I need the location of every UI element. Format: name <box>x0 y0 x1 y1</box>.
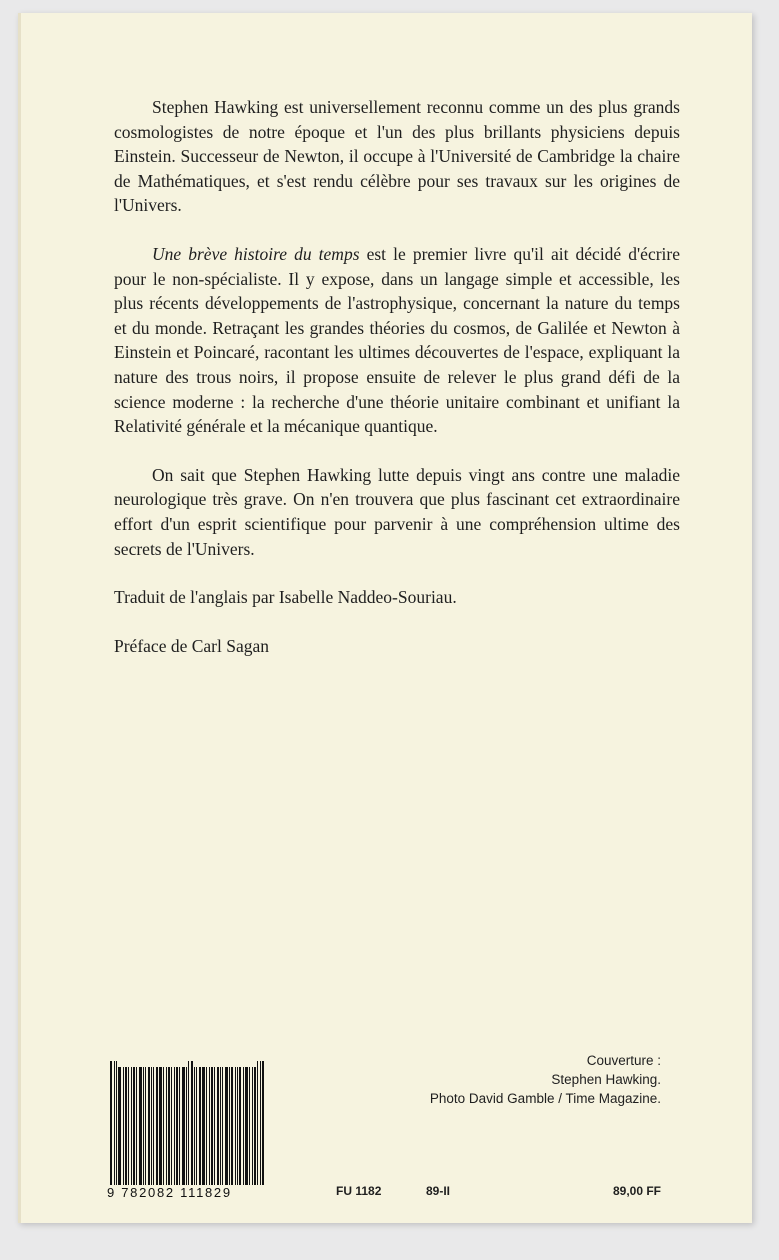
barcode-bar <box>153 1067 154 1185</box>
barcode-bar <box>143 1067 144 1185</box>
barcode-bar <box>166 1067 167 1185</box>
barcode-bar <box>171 1067 172 1185</box>
blurb-paragraph-1: Stephen Hawking est universellement reconnu comme un des plus grands cosmologistes de notre époque et l'un des plus brillants physiciens depuis Einstein. Successeur de Newton, il occupe à l'Université de Cambridge la chaire de Mathématiques, et s'est rendu célèbre pour ses travaux sur les origines de l'Univers. <box>114 97 680 216</box>
barcode-bar <box>231 1067 233 1185</box>
barcode-bar <box>225 1067 228 1185</box>
barcode-bar <box>209 1067 210 1185</box>
barcode-bar <box>179 1067 180 1185</box>
blurb <box>114 95 680 658</box>
cover-credit-line-2: Stephen Hawking. <box>551 1072 661 1087</box>
cover-photo-credits <box>430 1051 661 1108</box>
barcode-bar <box>145 1067 146 1185</box>
barcode-bar <box>217 1067 219 1185</box>
barcode-bar <box>118 1067 121 1185</box>
barcode-bar <box>214 1067 215 1185</box>
blurb-paragraph-3: On sait que Stephen Hawking lutte depuis vingt ans contre une maladie neurologique très grave. On n'en trouvera que plus fascinant cet extraordinaire effort d'un esprit scientifique pour parvenir à une compréhension ultime des secrets de l'Univers. <box>114 464 680 559</box>
barcode-bar <box>116 1061 117 1185</box>
cover-credit-line-3: Photo David Gamble / Time Magazine. <box>429 1091 661 1106</box>
barcode-bar <box>260 1061 261 1185</box>
isbn-number: 9 782082 111829 <box>107 1185 232 1200</box>
blurb-paragraph-2-text: est le premier livre qu'il ait décidé d'écrire pour le non-spécialiste. Il y expose, dans un langage simple et accessible, les plus récents développements de l'astrophysique, concernant la nature du temps et du monde. Retraçant les grandes théories du cosmos, de Galilée et Newton à Einstein et Poincaré, racontant les ultimes découvertes de l'espace, expliquant la nature des trous noirs, il propose ensuite de relever le plus grand défi de la science moderne : la recherche d'une théorie unitaire combinant et unifiant la Relativité générale et la mécanique quantique. <box>114 243 681 437</box>
barcode-bar <box>220 1067 221 1185</box>
barcode-bar <box>159 1067 162 1185</box>
barcode-bar <box>110 1061 112 1185</box>
book-back-cover <box>18 13 752 1223</box>
barcode-bar <box>188 1061 189 1185</box>
barcode-bar <box>128 1067 129 1185</box>
barcode-bar <box>182 1067 185 1185</box>
barcode-bar <box>148 1067 150 1185</box>
barcode-bar <box>245 1067 248 1185</box>
price: 89,00 FF <box>612 1184 661 1198</box>
date-code: 89-II <box>426 1184 451 1198</box>
barcode-bar <box>249 1067 250 1185</box>
barcode-bar <box>133 1067 135 1185</box>
barcode-bar <box>139 1067 142 1185</box>
barcode-bar <box>206 1067 207 1185</box>
barcode-bar <box>131 1067 132 1185</box>
barcode-bar <box>199 1067 201 1185</box>
preface-credit: Préface de Carl Sagan <box>114 635 269 656</box>
barcode-bar <box>235 1067 236 1185</box>
translation-credit: Traduit de l'anglais par Isabelle Naddeo-Souriau. <box>114 587 457 608</box>
barcode-bar <box>163 1067 164 1185</box>
barcode-bar <box>151 1067 152 1185</box>
barcode-bar <box>239 1067 241 1185</box>
barcode-bar <box>156 1067 158 1185</box>
barcode-bar <box>202 1067 205 1185</box>
barcode-bar <box>257 1061 258 1185</box>
reference-code: FU 1182 <box>336 1184 382 1198</box>
barcode-bar <box>191 1061 193 1185</box>
barcode-block <box>107 1063 288 1200</box>
barcode-bar <box>237 1067 238 1185</box>
barcode-bar <box>176 1067 178 1185</box>
barcode-bar <box>174 1067 175 1185</box>
barcode-bar <box>229 1067 230 1185</box>
barcode-bar <box>168 1067 170 1185</box>
barcode-bar <box>254 1067 256 1185</box>
barcode-bar <box>186 1067 187 1185</box>
barcode-bar <box>114 1061 115 1185</box>
barcode-bar <box>196 1067 197 1185</box>
barcode-bar <box>243 1067 244 1185</box>
barcode-bar <box>194 1067 195 1185</box>
barcode-bar <box>211 1067 213 1185</box>
barcode-bar <box>262 1061 264 1185</box>
barcode <box>110 1063 288 1185</box>
blurb-paragraph-2 <box>114 242 680 439</box>
barcode-bar <box>125 1067 127 1185</box>
cover-credit-line-1: Couverture : <box>586 1053 661 1068</box>
barcode-bar <box>136 1067 137 1185</box>
spine-edge <box>18 13 21 1223</box>
barcode-bar <box>222 1067 223 1185</box>
barcode-bar <box>252 1067 253 1185</box>
barcode-bar <box>123 1067 124 1185</box>
book-title: Une brève histoire du temps <box>152 243 360 264</box>
